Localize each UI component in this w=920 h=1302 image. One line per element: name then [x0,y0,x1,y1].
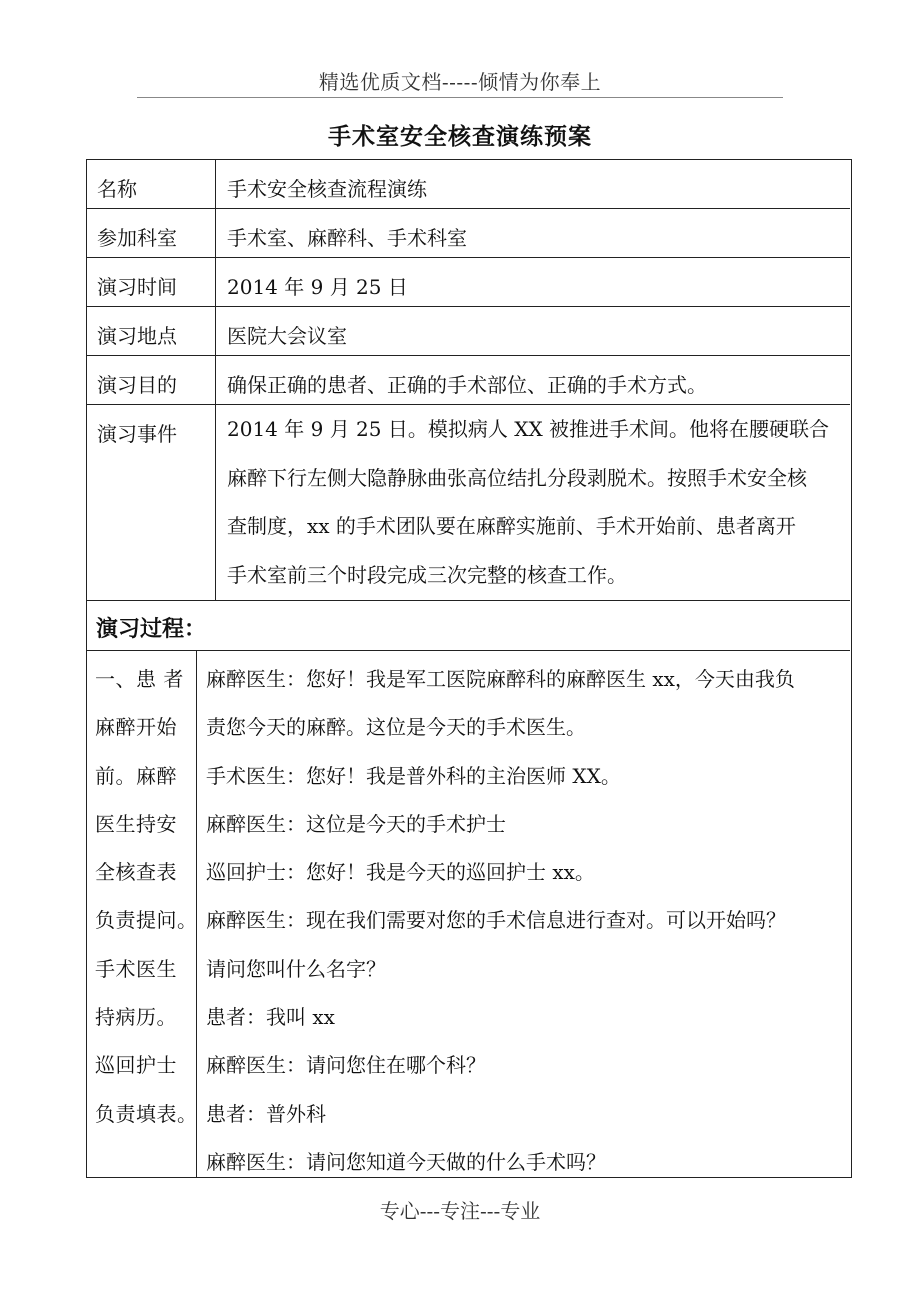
event-line: 麻醉下行左侧大隐静脉曲张高位结扎分段剥脱术。按照手术安全核 [227,465,807,490]
page-footer: 专心---专注---专业 [379,1199,541,1223]
event-description [216,405,850,600]
page-header: 精选优质文档-----倾情为你奉上 [318,70,602,94]
table-row [87,209,850,258]
row-value: 2014 年 9 月 25 日 [227,275,408,299]
document-title: 手术室安全核查演练预案 [328,124,592,150]
step-line: 一、患 者 [95,667,184,691]
step-line: 负责填表。 [95,1101,198,1126]
row-value: 确保正确的患者、正确的手术部位、正确的手术方式。 [227,373,707,397]
row-label: 名称 [87,160,216,208]
dialogue-line: 巡回护士：您好！我是今天的巡回护士 xx。 [206,860,595,885]
step-line: 巡回护士 [95,1053,177,1078]
event-line: 查制度，xx 的手术团队要在麻醉实施前、手术开始前、患者离开 [227,514,796,538]
row-value: 手术安全核查流程演练 [227,177,427,201]
dialogue-line: 麻醉医生：请问您住在哪个科？ [206,1053,486,1078]
event-line: 手术室前三个时段完成三次完整的核查工作。 [227,562,627,587]
dialogue-line: 手术医生：您好！我是普外科的主治医师 XX。 [206,763,621,788]
row-label: 参加科室 [87,209,216,257]
dialogue-line: 请问您叫什么名字？ [206,956,386,981]
step-line: 持病历。 [95,1005,177,1030]
step-line: 前。麻醉 [95,763,177,788]
dialogue-line: 责您今天的麻醉。这位是今天的手术医生。 [206,715,586,740]
table-row [87,258,850,307]
event-line: 2014 年 9 月 25 日。模拟病人 XX 被推进手术间。他将在腰硬联合 [227,417,830,441]
table-row [87,356,850,405]
dialogue-line: 麻醉医生：现在我们需要对您的手术信息进行查对。可以开始吗？ [206,908,786,933]
table-row [87,307,850,356]
header-divider [137,97,783,98]
process-step-description [87,651,197,1177]
row-label: 演习时间 [87,258,216,306]
table-row-event [87,405,850,601]
row-label: 演习事件 [87,405,216,600]
row-label: 演习地点 [87,307,216,355]
dialogue-line: 麻醉医生：这位是今天的手术护士 [206,811,506,836]
row-value: 手术室、麻醉科、手术科室 [227,226,467,250]
process-heading: 演习过程： [87,601,850,651]
drill-plan-table [86,159,852,1178]
dialogue-line: 麻醉医生：您好！我是军工医院麻醉科的麻醉医生 xx，今天由我负 [206,667,795,691]
step-line: 全核查表 [95,860,177,885]
step-line: 负责提问。 [95,908,198,933]
dialogue-line: 患者：普外科 [206,1101,326,1126]
table-row [87,160,850,209]
dialogue-line: 麻醉医生：请问您知道今天做的什么手术吗？ [206,1149,606,1174]
dialogue-line: 患者：我叫 xx [206,1005,335,1030]
row-label: 演习目的 [87,356,216,404]
step-line: 麻醉开始 [95,715,177,740]
step-line: 手术医生 [95,956,177,981]
step-line: 医生持安 [95,811,177,836]
process-dialogue [197,651,851,1177]
row-value: 医院大会议室 [227,324,347,348]
